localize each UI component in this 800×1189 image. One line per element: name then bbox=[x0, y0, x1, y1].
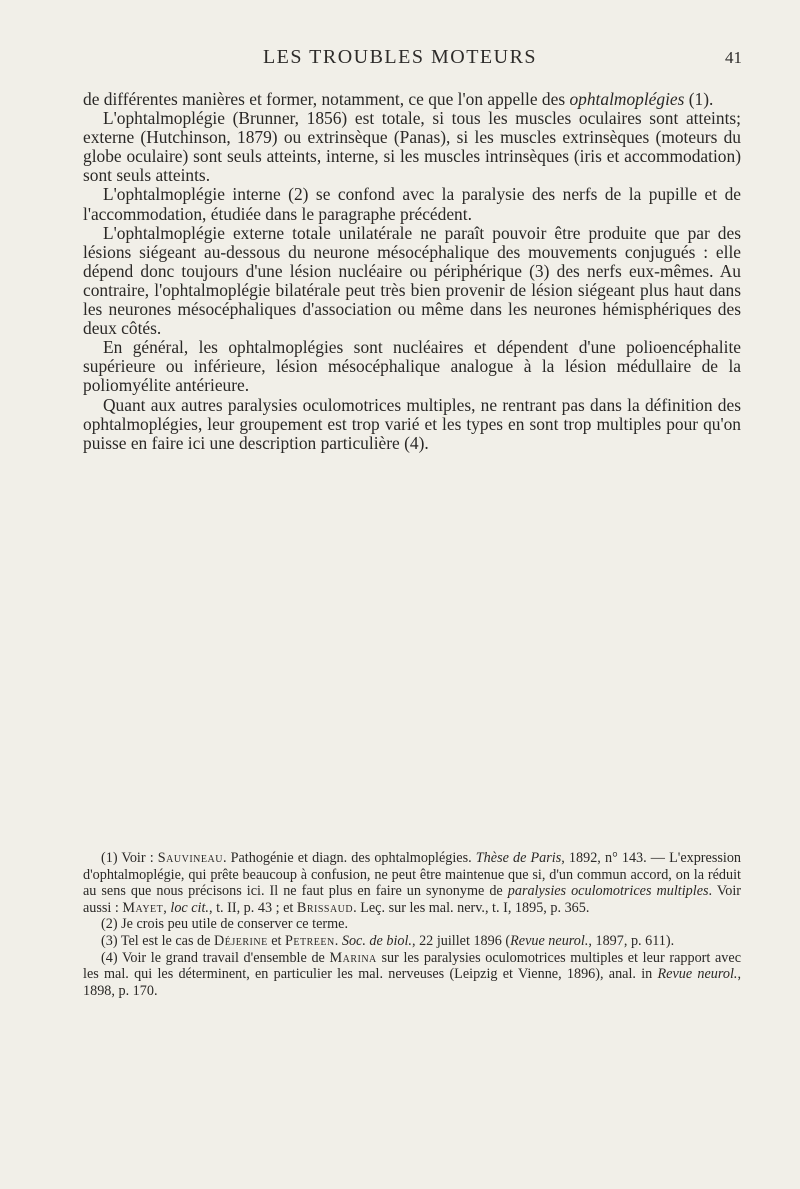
footnote-3 bbox=[83, 933, 741, 950]
footnote-1-author-sauvineau: Sauvineau bbox=[157, 850, 223, 866]
paragraph-2: L'ophtalmoplégie (Brunner, 1856) est totale, si tous les muscles oculaires sont atteints; externe (Hutchinson, 1879) ou extrinsèque (Panas), si les muscles extrinsèques (moteurs du globe oculaire) sont seuls atteints, interne, si les muscles intrinsèques (iris et accommodation) sont seuls atteints. bbox=[83, 108, 741, 186]
footnote-3-author-dejerine: Déjerine bbox=[214, 932, 268, 949]
footnote-4-part: , 1898, p. 170. bbox=[83, 966, 741, 999]
footnote-1-part: , 1892, n° 143. — L'expression d'ophtalmoplégie, qui prête beaucoup à confusion, ne peut être maintenue que si, d'un commun accord, on la réduit au sens que nous précisons ici. Il ne faut plus en faire un synonyme de bbox=[83, 850, 742, 900]
page-number: 41 bbox=[725, 48, 742, 67]
term-ophtalmoplegies: ophtalmoplégies bbox=[569, 89, 685, 109]
footnote-4-part: sur les paralysies oculomotrices multiples et leur rapport avec les mal. qui les déterminent, en particulier les mal. nerveuses (Leipzig et Vienne, 1896), anal. in bbox=[83, 949, 742, 983]
body-text bbox=[83, 90, 741, 453]
paragraph-6: Quant aux autres paralysies oculomotrices multiples, ne rentrant pas dans la définition des ophtalmoplégies, leur groupement est trop varié et les types en sont trop multiples pour qu'on puisse en faire ici une description particulière (4). bbox=[83, 394, 741, 453]
footnote-3-journal: Revue neurol. bbox=[510, 932, 589, 949]
footnote-1-part: , t. II, p. 43 ; et bbox=[208, 899, 297, 916]
footnote-1-part: (1) Voir : bbox=[101, 850, 158, 866]
running-head bbox=[0, 46, 800, 76]
footnote-1-author-mayet: Mayet bbox=[122, 899, 164, 916]
paragraph-3: L'ophtalmoplégie interne (2) se confond avec la paralysie des nerfs de la pupille et de l'accommodation, étudiée dans le paragraphe précédent. bbox=[83, 184, 741, 224]
paragraph-4: L'ophtalmoplégie externe totale unilatérale ne paraît pouvoir être produite que par des lésions siégeant au-dessous du neurone mésocéphalique des mouvements conjugués : elle dépend donc toujours d'une lésion nucléaire ou périphérique (3) des nerfs eux-mêmes. Au contraire, l'ophtalmoplégie bilatérale peut très bien provenir de lésion siégeant plus haut dans les neurones mésocéphaliques d'association ou même dans les neurones hémisphériques des deux côtés. bbox=[83, 222, 741, 339]
footnote-2: (2) Je crois peu utile de conserver ce terme. bbox=[101, 916, 348, 933]
footnote-3-part: . bbox=[334, 932, 342, 949]
paragraph-1 bbox=[83, 90, 741, 109]
footnote-3-part: , 1897, p. 611). bbox=[588, 932, 675, 949]
footnotes bbox=[83, 850, 741, 999]
footnote-1-term: paralysies oculomotrices multiples bbox=[507, 883, 709, 900]
footnote-4 bbox=[83, 950, 741, 1000]
footnote-4-journal: Revue neurol. bbox=[657, 966, 738, 983]
footnote-3-journal: Soc. de biol. bbox=[341, 932, 412, 949]
footnote-4-part: (4) Voir le grand travail d'ensemble de bbox=[101, 949, 330, 966]
footnote-1-part: . Leç. sur les mal. nerv., t. I, 1895, p. 365. bbox=[353, 899, 590, 916]
paragraph-5: En général, les ophtalmoplégies sont nucléaires et dépendent d'une polioencéphalite supérieure ou inférieure, lésion mésocéphalique analogue à la lésion médullaire de la poliomyélite antérieure. bbox=[83, 337, 741, 396]
footnote-4-author-marina: Marina bbox=[329, 949, 377, 966]
footnote-1-author-brissaud: Brissaud bbox=[296, 899, 354, 916]
running-title: LES TROUBLES MOTEURS bbox=[262, 46, 538, 68]
footnote-1 bbox=[83, 850, 741, 916]
footnote-1-part: . Voir aussi : bbox=[83, 883, 741, 916]
footnote-3-part: , 22 juillet 1896 ( bbox=[411, 932, 511, 949]
footnote-3-part: et bbox=[267, 932, 286, 949]
footnote-3-part: (3) Tel est le cas de bbox=[101, 932, 214, 949]
paragraph-1-note-ref: (1). bbox=[684, 89, 714, 109]
footnote-1-part: . Pathogénie et diagn. des ophtalmoplégies. bbox=[222, 850, 476, 866]
footnote-3-author-petreen: Petreen bbox=[285, 932, 335, 949]
footnote-1-part: , bbox=[163, 899, 171, 916]
footnote-1-loc-cit: loc cit. bbox=[170, 899, 209, 916]
paragraph-1-text: de différentes manières et former, notamment, ce que l'on appelle des bbox=[83, 89, 570, 109]
footnote-1-thesis-title: Thèse de Paris bbox=[475, 850, 562, 866]
